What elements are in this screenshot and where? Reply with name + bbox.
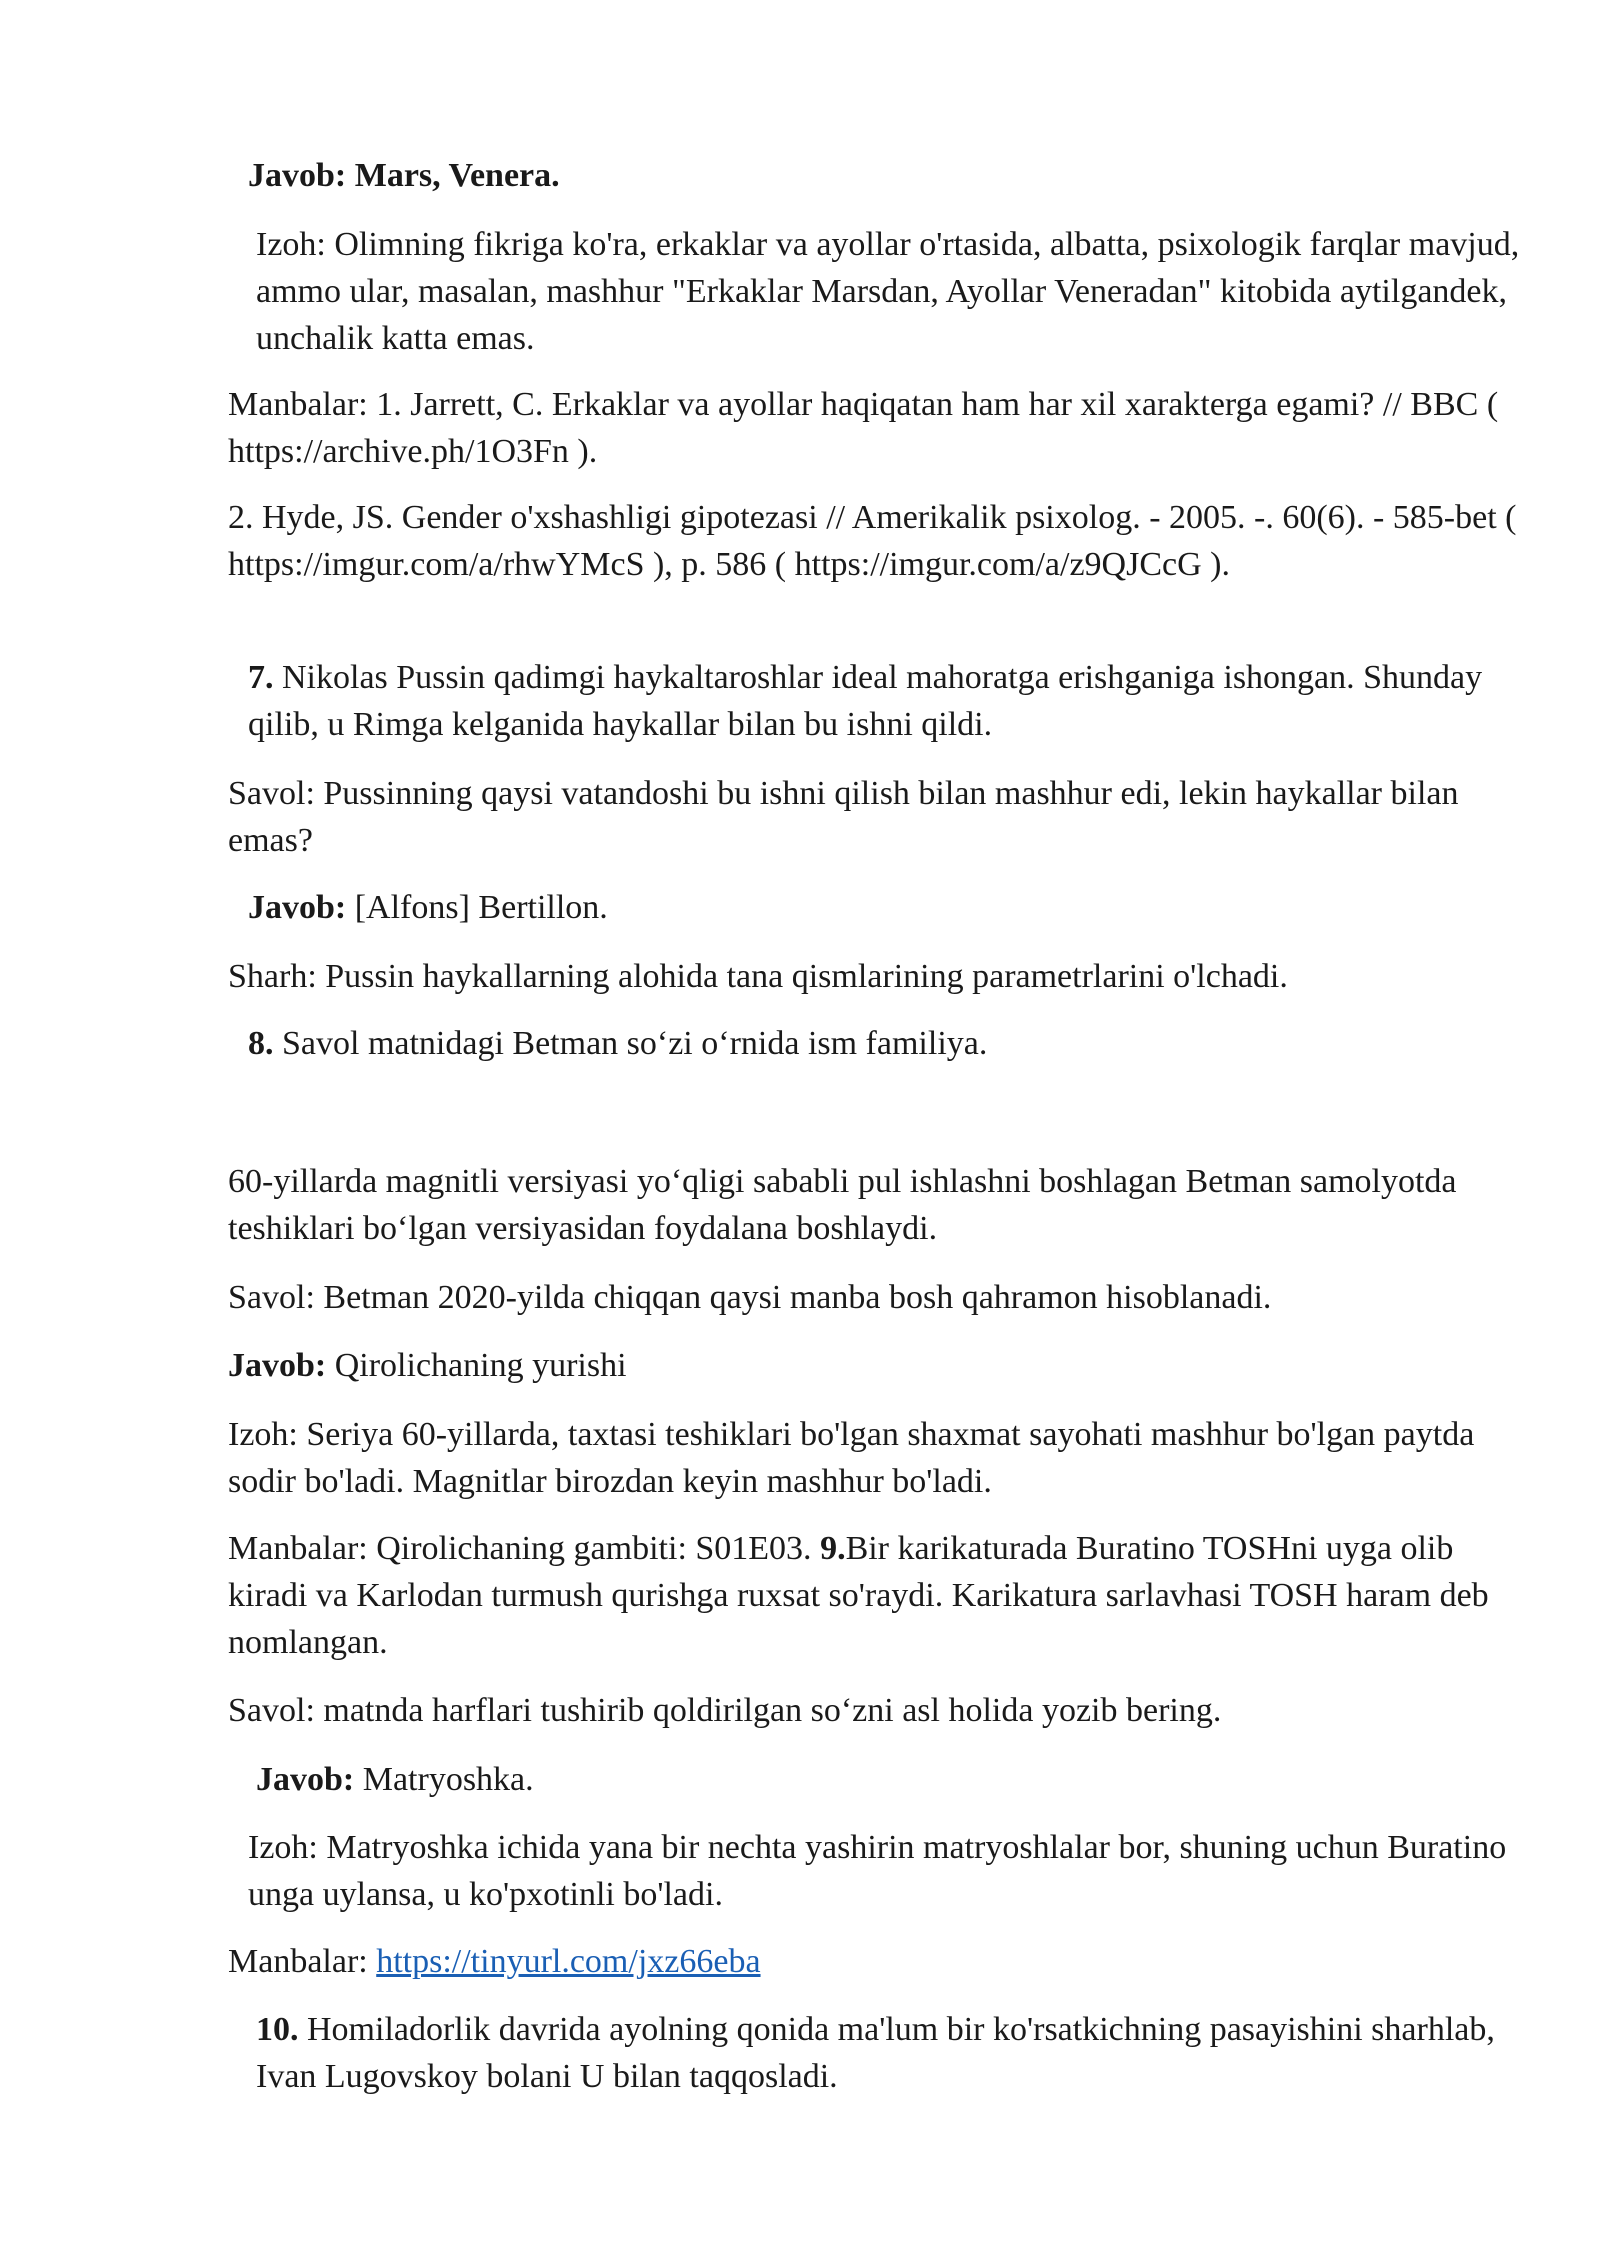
comment-text: Izoh: Seriya 60-yillarda, taxtasi teshiklari bo'lgan shaxmat sayohati mashhur bo'lgan paytda sodir bo'ladi. Magnitlar birozdan keyin mashhur bo'ladi. [228, 1416, 1475, 1500]
question-9-savol [228, 1687, 1528, 1734]
question-7-paragraph [228, 654, 1548, 748]
question-8-body [228, 1158, 1528, 1252]
savol-text: Savol: matnda harflari tushirib qoldirilgan so‘zni asl holida yozib bering. [228, 1692, 1222, 1729]
question-8-savol [228, 1274, 1528, 1321]
comment-text: Sharh: Pussin haykallarning alohida tana qismlarining parametrlarini o'lchadi. [228, 958, 1288, 995]
question-text: Bir karikaturada Buratino TOSHni uyga olib kiradi va Karlodan turmush qurishga ruxsat so'raydi. Karikatura sarlavhasi TOSH haram deb nomlangan. [228, 1530, 1489, 1661]
sources-text: 2. Hyde, JS. Gender o'xshashligi gipotezasi // Amerikalik psixolog. - 2005. -. 60(6). - 585-bet ( https://imgur.com/a/rhwYMcS ), p. 586 ( https://imgur.com/a/z9QJCcG ). [228, 499, 1517, 583]
sources-label: Manbalar: [228, 1943, 377, 1980]
answer-text: Matryoshka. [354, 1761, 534, 1798]
sources-9-paragraph [228, 1938, 1528, 1985]
comment-text: Izoh: Olimning fikriga ko'ra, erkaklar va ayollar o'rtasida, albatta, psixologik farqlar mavjud, ammo ular, masalan, mashhur "Erkaklar Marsdan, Ayollar Veneradan" kitobida aytilgandek, unchalik katta emas. [256, 226, 1520, 357]
answer-label: Javob: [248, 889, 347, 926]
sources-paragraph-6a [228, 381, 1528, 475]
answer-text: Qirolichaning yurishi [326, 1347, 627, 1384]
question-text: Homiladorlik davrida ayolning qonida ma'lum bir ko'rsatkichning pasayishini sharhlab, Ivan Lugovskoy bolani U bilan taqqosladi. [256, 2011, 1495, 2095]
question-number: 7. [248, 659, 274, 696]
question-number: 9. [820, 1530, 846, 1567]
comment-7-paragraph [228, 953, 1528, 1000]
sources-8-question-9-paragraph [228, 1525, 1528, 1666]
question-10-paragraph [228, 2006, 1556, 2100]
answer-9-paragraph [228, 1756, 1556, 1803]
answer-paragraph-6 [228, 152, 1548, 199]
question-text: Nikolas Pussin qadimgi haykaltaroshlar ideal mahoratga erishganiga ishongan. Shunday qilib, u Rimga kelganida haykallar bilan bu ishni qildi. [248, 659, 1483, 743]
answer-8-paragraph [228, 1342, 1528, 1389]
comment-text: Izoh: Matryoshka ichida yana bir nechta yashirin matryoshlalar bor, shuning uchun Buratino unga uylansa, u ko'pxotinli bo'ladi. [248, 1829, 1507, 1913]
answer-text: [Alfons] Bertillon. [346, 889, 608, 926]
answer-7-paragraph [228, 884, 1548, 931]
sources-text: Manbalar: Qirolichaning gambiti: S01E03. [228, 1530, 821, 1567]
comment-8-paragraph [228, 1411, 1528, 1505]
savol-text: Savol: Betman 2020-yilda chiqqan qaysi manba bosh qahramon hisoblanadi. [228, 1279, 1272, 1316]
question-number: 10. [256, 2011, 299, 2048]
comment-paragraph-6 [228, 221, 1556, 362]
source-link[interactable]: https://tinyurl.com/jxz66eba [376, 1943, 761, 1980]
question-8-paragraph [228, 1020, 1548, 1067]
comment-9-paragraph [228, 1824, 1548, 1918]
answer-text: Javob: Mars, Venera. [248, 157, 560, 194]
answer-label: Javob: [228, 1347, 327, 1384]
question-text: 60-yillarda magnitli versiyasi yo‘qligi sababli pul ishlashni boshlagan Betman samolyotda teshiklari bo‘lgan versiyasidan foydalana boshlaydi. [228, 1163, 1457, 1247]
question-number: 8. [248, 1025, 274, 1062]
question-text: Savol matnidagi Betman so‘zi o‘rnida ism familiya. [273, 1025, 988, 1062]
savol-text: Savol: Pussinning qaysi vatandoshi bu ishni qilish bilan mashhur edi, lekin haykallar bilan emas? [228, 775, 1459, 859]
question-7-savol [228, 770, 1528, 864]
answer-label: Javob: [256, 1761, 355, 1798]
sources-text: Manbalar: 1. Jarrett, C. Erkaklar va ayollar haqiqatan ham har xil xarakterga egami? // BBC ( https://archive.ph/1O3Fn ). [228, 386, 1499, 470]
sources-paragraph-6b [228, 494, 1528, 588]
